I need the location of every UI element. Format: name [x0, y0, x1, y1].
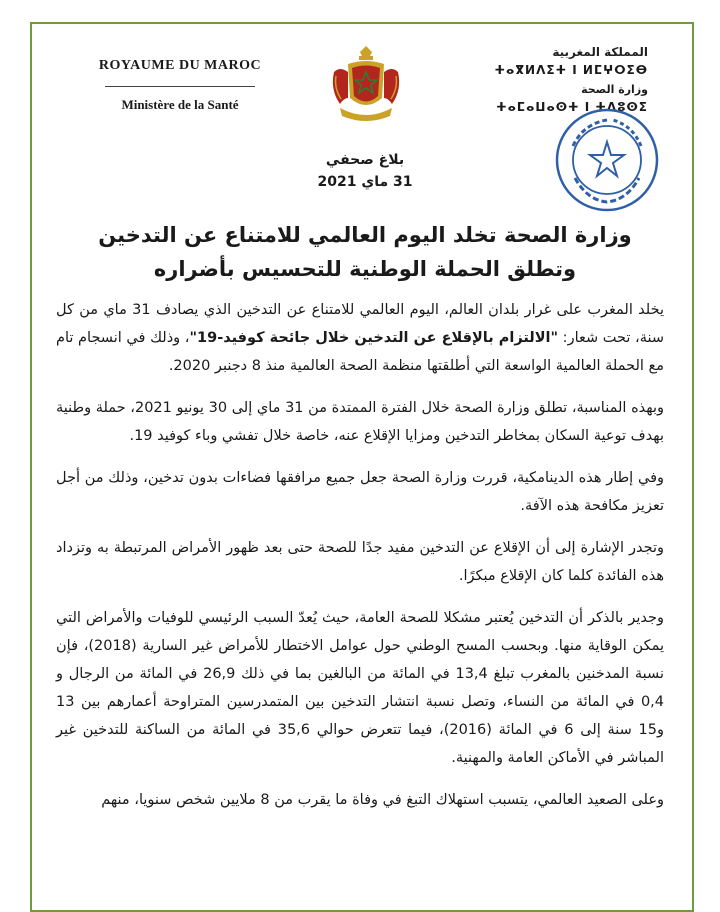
paragraph-5: وجدير بالذكر أن التدخين يُعتبر مشكلا للصحة العامة، حيث يُعدّ السبب الرئيسي للوفيات والأمراض التي يمكن الوقاية منها. وبحسب المسح الوطني حول عوامل الاختطار للأمراض غير السارية (2018)، فإن نسبة المدخنين بالمغرب تبلغ 13,4 في المائة من البالغين بما في ذلك 26,9 في المائة من الرجال و 0,4 في المائة من النساء، وتصل نسبة انتشار التدخين بين المتمدرسين المتراوحة أعمارهم بين 13 و15 سنة إلى 6 في المائة (2016)، فيما تتعرض حوالي 35,6 في المائة من الساكنة للتدخين غير المباشر في الأماكن العامة والمهنية. [56, 610, 664, 766]
paragraph-3: وفي إطار هذه الدينامكية، قررت وزارة الصحة جعل جميع مرافقها فضاءات بدون تدخين، وذلك من أجل تعزيز مكافحة هذه الآفة. [56, 470, 664, 514]
paragraph-1-end: ، وذلك في انسجام تام مع الحملة العالمية الواسعة التي أطلقتها منظمة الصحة العالمية منذ 8 دجنبر 2020. [56, 330, 664, 374]
ministry-name-ar: وزارة الصحة [581, 83, 648, 96]
press-release-block [270, 152, 460, 190]
ministry-name-tifinagh: ⵜⴰⵎⴰⵡⴰⵙⵜ ⵏ ⵜⴷⵓⵙⵉ [496, 100, 648, 114]
header-divider [105, 86, 255, 87]
kingdom-name-tifinagh: ⵜⴰⴳⵍⴷⵉⵜ ⵏ ⵍⵎⵖⵔⵉⴱ [494, 63, 648, 77]
header-left [80, 58, 280, 113]
title-line-1: وزارة الصحة تخلد اليوم العالمي للامتناع عن التدخين [98, 223, 632, 247]
kingdom-name-ar: المملكة المغربية [552, 45, 648, 59]
paragraph-1 [56, 296, 664, 380]
press-release-date: 31 ماي 2021 [317, 174, 413, 190]
header-right [478, 45, 648, 114]
paragraph-1-start: يخلد المغرب على غرار بلدان العالم، اليوم العالمي للامتناع عن التدخين الذي يصادف 31 ماي من كل سنة، تحت شعار: [56, 302, 664, 346]
press-release-label: بلاغ صحفي [325, 152, 405, 168]
paragraph-4: وتجدر الإشارة إلى أن الإقلاع عن التدخين مفيد جدًا للصحة حتى بعد ظهور الأمراض المرتبطة به وتزداد هذه الفائدة كلما كان الإقلاع مبكرًا. [56, 540, 664, 584]
paragraph-6: وعلى الصعيد العالمي، يتسبب استهلاك التبغ في وفاة ما يقرب من 8 ملايين شخص سنويا، منهم [101, 792, 664, 808]
ministry-name-fr: Ministère de la Santé [121, 97, 239, 112]
title-line-2: وتطلق الحملة الوطنية للتحسيس بأضراره [153, 257, 577, 281]
document-title [80, 218, 650, 286]
document-body [56, 296, 664, 828]
paragraph-2: وبهذه المناسبة، تطلق وزارة الصحة خلال الفترة الممتدة من 31 ماي إلى 30 يونيو 2021، حملة وطنية بهدف توعية السكان بمخاطر التدخين ومزايا الإقلاع عنه، خاصة خلال تفشي وباء كوفيد 19. [56, 400, 664, 444]
moroccan-coat-of-arms-icon [326, 42, 406, 126]
campaign-slogan: "الالتزام بالإقلاع عن التدخين خلال جائحة كوفيد-19" [189, 330, 559, 346]
ministry-stamp-icon [553, 106, 661, 214]
kingdom-name-fr: ROYAUME DU MAROC [98, 58, 262, 73]
